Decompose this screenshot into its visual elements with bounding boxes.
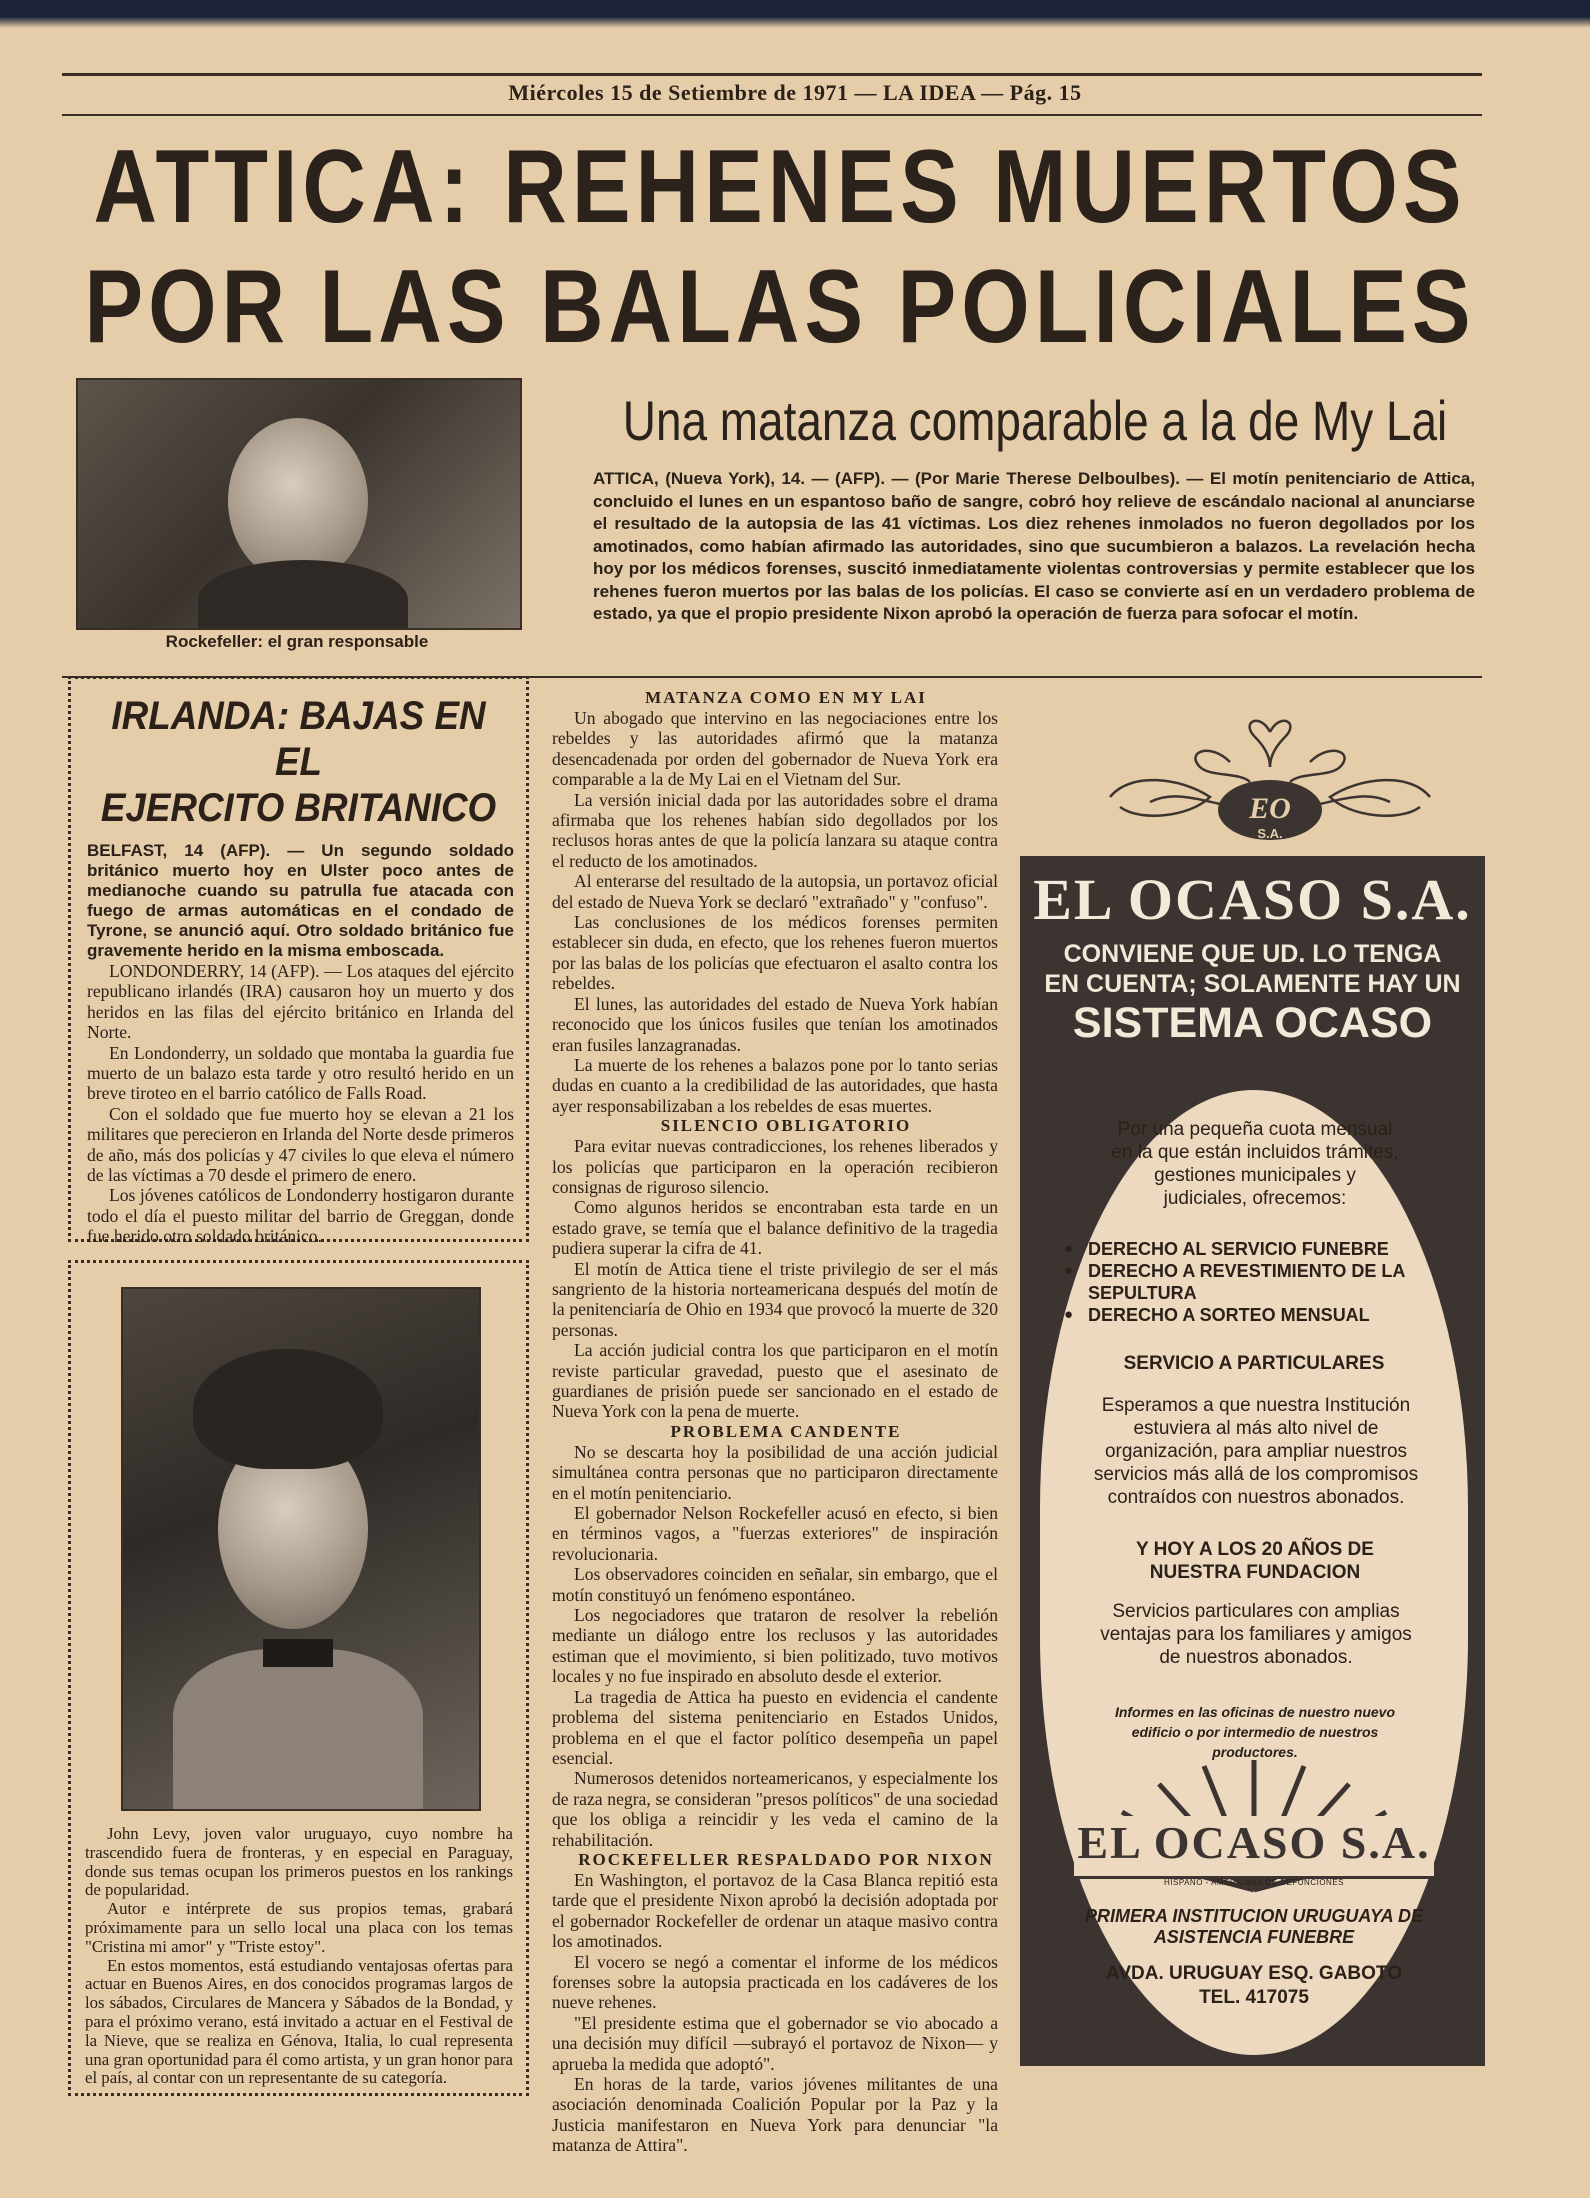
headline-line-1: ATTICA: REHENES MUERTOS — [93, 127, 1467, 245]
photo-suit-shape — [198, 560, 408, 630]
ad-oval-panel — [1040, 1090, 1468, 2055]
top-rule — [62, 73, 1482, 76]
ad-primera-institucion: PRIMERA INSTITUCION URUGUAYA DE ASISTENCIA FUNEBRE — [1084, 1906, 1423, 1947]
ad-benefit-item: ● DERECHO AL SERVICIO FUNEBRE — [1064, 1238, 1454, 1260]
ireland-title-line-2: EJERCITO BRITANICO — [100, 786, 497, 830]
ad-benefit-item: ● DERECHO A REVESTIMIENTO DE LA SEPULTURA — [1064, 1260, 1454, 1304]
photo-jacket-shape — [173, 1649, 423, 1811]
article-paragraph: Numerosos detenidos norteamericanos, y especialmente los de raza negra, se consideran "presos políticos" de una sociedad que los obliga a reincidir y les veda el camino de la rehabilitación. — [552, 1768, 998, 1850]
rockefeller-caption: Rockefeller: el gran responsable — [165, 632, 429, 651]
levy-paragraph: John Levy, joven valor uruguayo, cuyo nombre ha trascendido fuera de fronteras, y en especial en Paraguay, donde sus temas ocupan los primeros puestos en los rankings de popularidad. — [85, 1824, 513, 1900]
section-heading: MATANZA COMO EN MY LAI — [645, 688, 927, 707]
ad-servicios: Servicios particulares con amplias ventajas para los familiares y amigos de nuestros abonados. — [1100, 1601, 1412, 1668]
ad-logo-tagline: HISPANO - AMERICANA DE DEFUNCIONES — [1164, 1878, 1344, 1887]
john-levy-photo — [121, 1287, 481, 1811]
article-paragraph: El vocero se negó a comentar el informe de los médicos forenses sobre la autopsia practicada en los cadáveres de los nueve rehenes. — [552, 1951, 998, 2013]
ireland-body — [71, 831, 526, 1247]
ocaso-logo-sa: S.A. — [1257, 826, 1283, 841]
photo-hair-shape — [193, 1349, 383, 1469]
section-heading: PROBLEMA CANDENTE — [670, 1421, 902, 1441]
section-heading: SILENCIO OBLIGATORIO — [660, 1116, 912, 1136]
article-paragraph: Un abogado que intervino en las negociaciones entre los rebeldes y las autoridades afirmó que la matanza desencadenada por orden del gobernador de Nueva York era comparable a la de My Lai en el Vietnam del Sur. — [552, 708, 998, 790]
article-paragraph: "El presidente estima que el gobernador se vio abocado a una decisión muy difícil —subrayó el portavoz de Nixon— y aprueba la medida que adoptó". — [552, 2012, 998, 2074]
ad-title: EL OCASO S.A. — [1033, 867, 1472, 932]
article-paragraph: En horas de la tarde, varios jóvenes militantes de una asociación denominada Coalición Popular por la Paz y la Justicia manifestaron en Nueva York para denunciar "la matanza de Attira". — [552, 2074, 998, 2156]
dateline-rule — [62, 114, 1482, 116]
ad-servicio-heading: SERVICIO A PARTICULARES — [1123, 1353, 1385, 1374]
ad-anniversary-heading: Y HOY A LOS 20 AÑOS DE NUESTRA FUNDACION — [1136, 1539, 1374, 1583]
ad-subtitle-1: CONVIENE QUE UD. LO TENGA — [1063, 940, 1442, 968]
section-heading: ROCKEFELLER RESPALDADO POR NIXON — [578, 1849, 994, 1869]
ad-logo-wordmark: EL OCASO S.A. — [1077, 1817, 1431, 1868]
article-paragraph: La acción judicial contra los que participaron en el motín reviste particular gravedad, puesto que el asesinato de guardianes de prisión puede ser sancionado en el estado de Nueva York con la pena de muerte. — [552, 1340, 998, 1422]
ireland-article-box — [68, 676, 529, 1247]
levy-paragraph: Autor e intérprete de sus propios temas, grabará próximamente para un sello local una placa con los temas "Cristina mi amor" y "Triste estoy". — [85, 1899, 513, 1956]
ad-address: AVDA. URUGUAY ESQ. GABOTO — [1106, 1963, 1402, 1984]
ad-esperamos: Esperamos a que nuestra Institución estuviera al más alto nivel de organización, para ampliar nuestros servicios más allá de los compromisos contraídos con nuestros abonados. — [1093, 1395, 1419, 1508]
article-paragraph: Las conclusiones de los médicos forenses permiten establecer sin duda, en efecto, que los rehenes fueron muertos por las balas de los policías que efectuaron el asalto contra los rebeldes. — [552, 912, 998, 994]
ireland-paragraph: Con el soldado que fue muerto hoy se elevan a 21 los militares que perecieron en Irlanda del Norte desde primeros de año, más dos policías y 47 civiles lo que eleva el número de las víctimas a 70 desde el primero de enero. — [87, 1103, 514, 1186]
ad-phone: TEL. 417075 — [1199, 1987, 1309, 2008]
article-paragraph: La muerte de los rehenes a balazos pone por lo tanto serias dudas en cuanto a la credibilidad de las autoridades, que hasta ayer responsabilizaban a los rebeldes de esas muertes. — [552, 1054, 998, 1116]
ocaso-logo-mark: EO — [1249, 792, 1291, 825]
levy-paragraph: En estos momentos, está estudiando ventajosas ofertas para actuar en Buenos Aires, en dos conocidos programas largos de los sábados, Circulares de Mancera y Sábados de la Bondad, y para el próximo verano, está invitado a actuar en el Festival de la Nieve, que se realiza en Génova, Italia, lo cual representa una gran oportunidad para él como artista, y un gran honor para el país, al contar con un representante de su categoría. — [85, 1955, 513, 2088]
article-paragraph: En Washington, el portavoz de la Casa Blanca repitió esta tarde que el presidente Nixon aprobó la decisión adoptada por el gobernador Rockefeller de ordenar un ataque masivo contra los amotinados. — [552, 1869, 998, 1952]
ad-subtitle-2: EN CUENTA; SOLAMENTE HAY UN — [1044, 970, 1461, 998]
ireland-paragraph: En Londonderry, un soldado que montaba la guardia fue muerto de un balazo esta tarde y otro resultó herido en un breve tiroteo en el barrio católico de Falls Road. — [87, 1042, 514, 1104]
article-paragraph: Para evitar nuevas contradicciones, los rehenes liberados y los policías que participaron en la operación recibieron consignas de riguroso silencio. — [552, 1136, 998, 1197]
article-paragraph: La versión inicial dada por las autoridades sobre el drama afirmaba que los rehenes habían sido degollados por los reclusos horas antes de que la policía lanzara su ataque contra el reducto de los amotinados. — [552, 789, 998, 871]
headline-line-2: POR LAS BALAS POLICIALES — [84, 247, 1476, 365]
ad-benefit-item: ● DERECHO A SORTEO MENSUAL — [1064, 1304, 1454, 1326]
ad-informes: Informes en las oficinas de nuestro nuevo edificio o por intermedio de nuestros productores. — [1114, 1704, 1396, 1760]
page-top-edge — [0, 0, 1590, 28]
article-paragraph: Los negociadores que trataron de resolver la rebelión mediante un diálogo entre los reclusos y las autoridades estiman que el movimiento, si bien politizado, tuvo motivos locales y no fue inspirado en absoluto desde el exterior. — [552, 1605, 998, 1687]
photo-bowtie-shape — [263, 1639, 333, 1667]
dateline: Miércoles 15 de Setiembre de 1971 — LA IDEA — Pág. 15 — [508, 80, 1082, 105]
article-paragraph: La tragedia de Attica ha puesto en evidencia el candente problema del sistema penitenciario en Estados Unidos, problema en el que el factor político desempeña un papel esencial. — [552, 1686, 998, 1768]
ireland-lead: BELFAST, 14 (AFP). — Un segundo soldado británico muerto hoy en Ulster poco antes de medianoche cuando su patrulla fue atacada con fuego de armas automáticas en el condado de Tyrone, se anunció aquí. Otro soldado británico fue gravemente herido en la misma emboscada. — [87, 841, 514, 960]
ad-benefits-list — [1064, 1238, 1454, 1326]
levy-article-box — [68, 1260, 529, 2096]
ireland-paragraph: Los jóvenes católicos de Londonderry hostigaron durante todo el día el puesto militar del barrio de Greggan, donde fue herido otro soldado británico. — [87, 1185, 514, 1247]
ireland-paragraph: LONDONDERRY, 14 (AFP). — Los ataques del ejército republicano irlandés (IRA) causaron hoy un muerto y dos heridos en las filas del ejército británico en Irlanda del Norte. — [87, 961, 514, 1043]
article-paragraph: Como algunos heridos se encontraban esta tarde en un estado grave, se temía que el balance definitivo de la tragedia pudiera superar la cifra de 41. — [552, 1197, 998, 1259]
article-paragraph: El motín de Attica tiene el triste privilegio de ser el más sangriento de la historia norteamericana después del motín de la penitenciaría de Ohio en 1934 que provocó la muerte de 320 personas. — [552, 1258, 998, 1340]
attica-article-body — [552, 688, 998, 2156]
article-paragraph: No se descarta hoy la posibilidad de una acción judicial simultánea contra personas que no participaron directamente en el motín penitenciario. — [552, 1441, 998, 1503]
article-paragraph: Los observadores coinciden en señalar, sin embargo, que el motín constituyó un fenómeno espontáneo. — [552, 1564, 998, 1605]
levy-body — [85, 1825, 513, 2088]
rockefeller-photo — [76, 378, 522, 630]
article-paragraph: El gobernador Nelson Rockefeller acusó en efecto, si bien en términos vagos, a "fuerzas exteriores" de inspiración revolucionaria. — [552, 1503, 998, 1564]
lead-paragraph: ATTICA, (Nueva York), 14. — (AFP). — (Por Marie Therese Delboulbes). — El motín penitenciario de Attica, concluido el lunes en un espantoso baño de sangre, cobró hoy relieve de escándalo nacional al anunciarse el resultado de la autopsia de las 41 víctimas. Los diez rehenes inmolados no fueron degollados por los amotinados, como habían afirmado las autoridades, sino que sucumbieron a balazos. La revelación hecha hoy por los médicos forenses, suscitó inmediatamente violentas controversias y permite establecer que los rehenes fueron muertos por las balas de los policías. El caso se convierte así en un verdadero problema de estado, ya que el propio presidente Nixon aprobó la operación de fuerza para sofocar el motín. — [593, 469, 1475, 623]
ad-intro: Por una pequeña cuota mensual en la que están incluidos trámites, gestiones municipales y judiciales, ofrecemos: — [1111, 1119, 1399, 1209]
ireland-title-line-1: IRLANDA: BAJAS EN EL — [111, 694, 486, 784]
article-paragraph: Al enterarse del resultado de la autopsia, un portavoz oficial del estado de Nueva York se declaró "extrañado" y "confuso". — [552, 871, 998, 912]
photo-portrait-shape — [228, 418, 368, 583]
ad-sistema: SISTEMA OCASO — [1072, 999, 1433, 1047]
el-ocaso-advertisement — [1020, 856, 1485, 2066]
article-paragraph: El lunes, las autoridades del estado de Nueva York habían reconocido que los únicos fusiles que tenían los amotinados eran fusiles lanzagranadas. — [552, 993, 998, 1055]
subheadline: Una matanza comparable a la de My Lai — [622, 389, 1448, 452]
